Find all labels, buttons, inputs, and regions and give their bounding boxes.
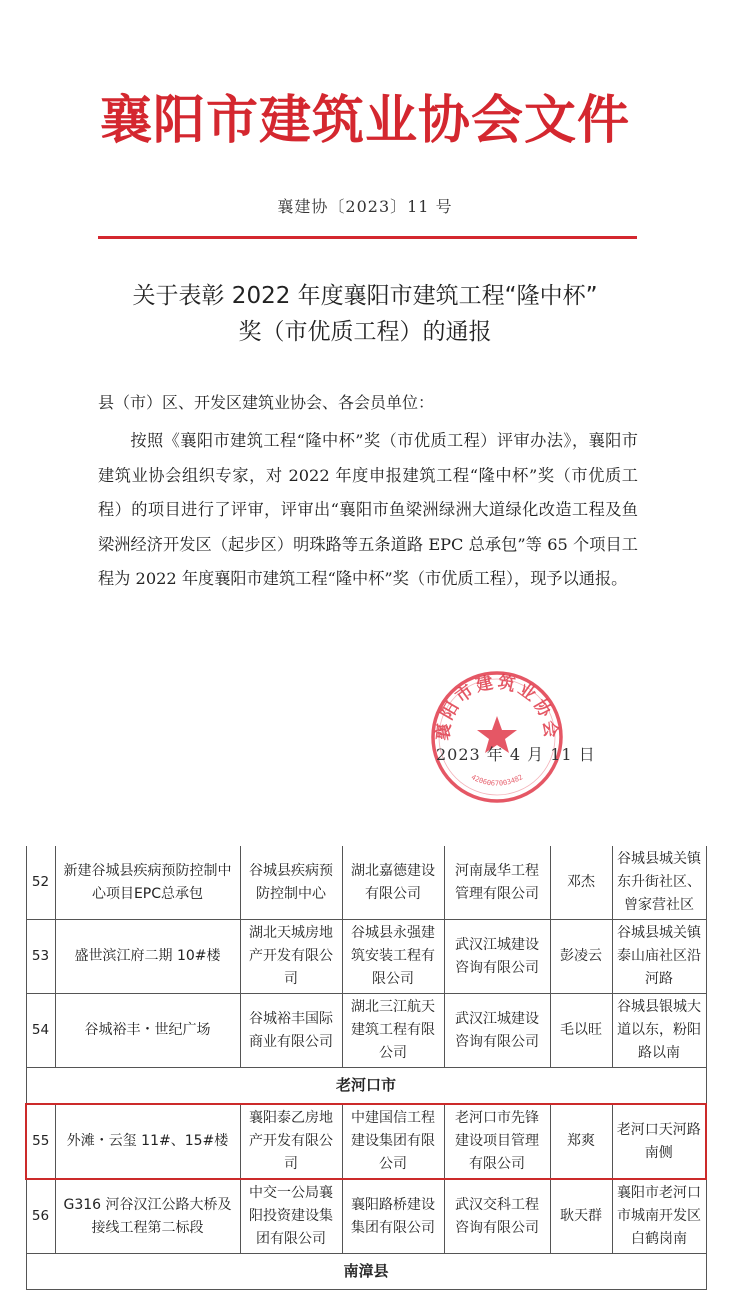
project-name-cell: 外滩・云玺 11#、15#楼 [55,1104,240,1179]
location-cell: 谷城县城关镇东升街社区、曾家营社区 [612,846,706,920]
builder-cell: 襄阳路桥建设集团有限公司 [342,1179,444,1254]
region-label: 南漳县 [26,1254,706,1290]
location-cell: 老河口天河路南侧 [612,1104,706,1179]
location-cell: 襄阳市老河口市城南开发区白鹤岗南 [612,1179,706,1254]
builder-cell: 湖北嘉德建设有限公司 [342,846,444,920]
official-seal-icon [428,668,566,806]
region-label: 老河口市 [26,1068,706,1105]
project-name-cell: 盛世滨江府二期 10#楼 [55,920,240,994]
owner-cell: 襄阳泰乙房地产开发有限公司 [240,1104,342,1179]
region-header-row [26,1068,706,1105]
supervisor-cell: 河南晟华工程管理有限公司 [444,846,550,920]
project-name-cell: 新建谷城县疾病预防控制中心项目EPC总承包 [55,846,240,920]
red-divider-line [98,236,637,239]
addressee: 县（市）区、开发区建筑业协会、各会员单位： [98,393,435,412]
table-row [26,1104,706,1179]
owner-cell: 谷城县疾病预防控制中心 [240,846,342,920]
table-row [26,846,706,920]
location-cell: 谷城县银城大道以东，粉阳路以南 [612,994,706,1068]
document-header-title: 襄阳市建筑业协会文件 [99,90,630,151]
seal-text: 襄阳市建筑业协会 [433,672,561,742]
notice-body-text: 按照《襄阳市建筑工程“隆中杯”奖（市优质工程）评审办法》，襄阳市建筑业协会组织专家，对 2022 年度申报建筑工程“隆中杯”奖（市优质工程）的项目进行了评审，评审出“襄阳市鱼梁洲绿洲大道绿化改造工程及鱼梁洲经济开发区（起步区）明珠路等五条道路 EPC 总承包”等 65 个项目工程为 2022 年度襄阳市建筑工程“隆中杯”奖（市优质工程），现予以通报。 [98,431,638,588]
svg-text:4206067003482 [470,773,524,787]
project-manager-cell: 邓杰 [550,846,612,920]
issue-date: 2023 年 4 月 11 日 [436,745,596,764]
notice-body-paragraph [98,424,638,597]
project-manager-cell: 耿天群 [550,1179,612,1254]
builder-cell: 湖北三江航天建筑工程有限公司 [342,994,444,1068]
location-cell: 谷城县城关镇泰山庙社区沿河路 [612,920,706,994]
project-manager-cell: 毛以旺 [550,994,612,1068]
builder-cell: 中建国信工程建设集团有限公司 [342,1104,444,1179]
supervisor-cell: 武汉江城建设咨询有限公司 [444,994,550,1068]
region-header-row [26,1254,706,1290]
row-number-cell: 53 [26,920,55,994]
supervisor-cell: 武汉交科工程咨询有限公司 [444,1179,550,1254]
supervisor-cell: 老河口市先锋建设项目管理有限公司 [444,1104,550,1179]
notice-heading [60,278,670,350]
row-number-cell: 56 [26,1179,55,1254]
owner-cell: 湖北天城房地产开发有限公司 [240,920,342,994]
owner-cell: 谷城裕丰国际商业有限公司 [240,994,342,1068]
owner-cell: 中交一公局襄阳投资建设集团有限公司 [240,1179,342,1254]
table-row [26,1179,706,1254]
row-number-cell: 52 [26,846,55,920]
supervisor-cell: 武汉江城建设咨询有限公司 [444,920,550,994]
row-number-cell: 55 [26,1104,55,1179]
project-manager-cell: 郑爽 [550,1104,612,1179]
notice-heading-line-1: 关于表彰 2022 年度襄阳市建筑工程“隆中杯” [132,283,598,309]
builder-cell: 谷城县永强建筑安装工程有限公司 [342,920,444,994]
award-table [25,846,707,1290]
table-row [26,920,706,994]
notice-heading-line-2: 奖（市优质工程）的通报 [238,319,492,345]
project-manager-cell: 彭凌云 [550,920,612,994]
seal-code: 4206067003482 [469,773,525,788]
award-project-table [25,846,705,1290]
document-number: 襄建协〔2023〕11 号 [277,197,453,216]
table-row [26,994,706,1068]
project-name-cell: G316 河谷汉江公路大桥及接线工程第二标段 [55,1179,240,1254]
row-number-cell: 54 [26,994,55,1068]
project-name-cell: 谷城裕丰・世纪广场 [55,994,240,1068]
